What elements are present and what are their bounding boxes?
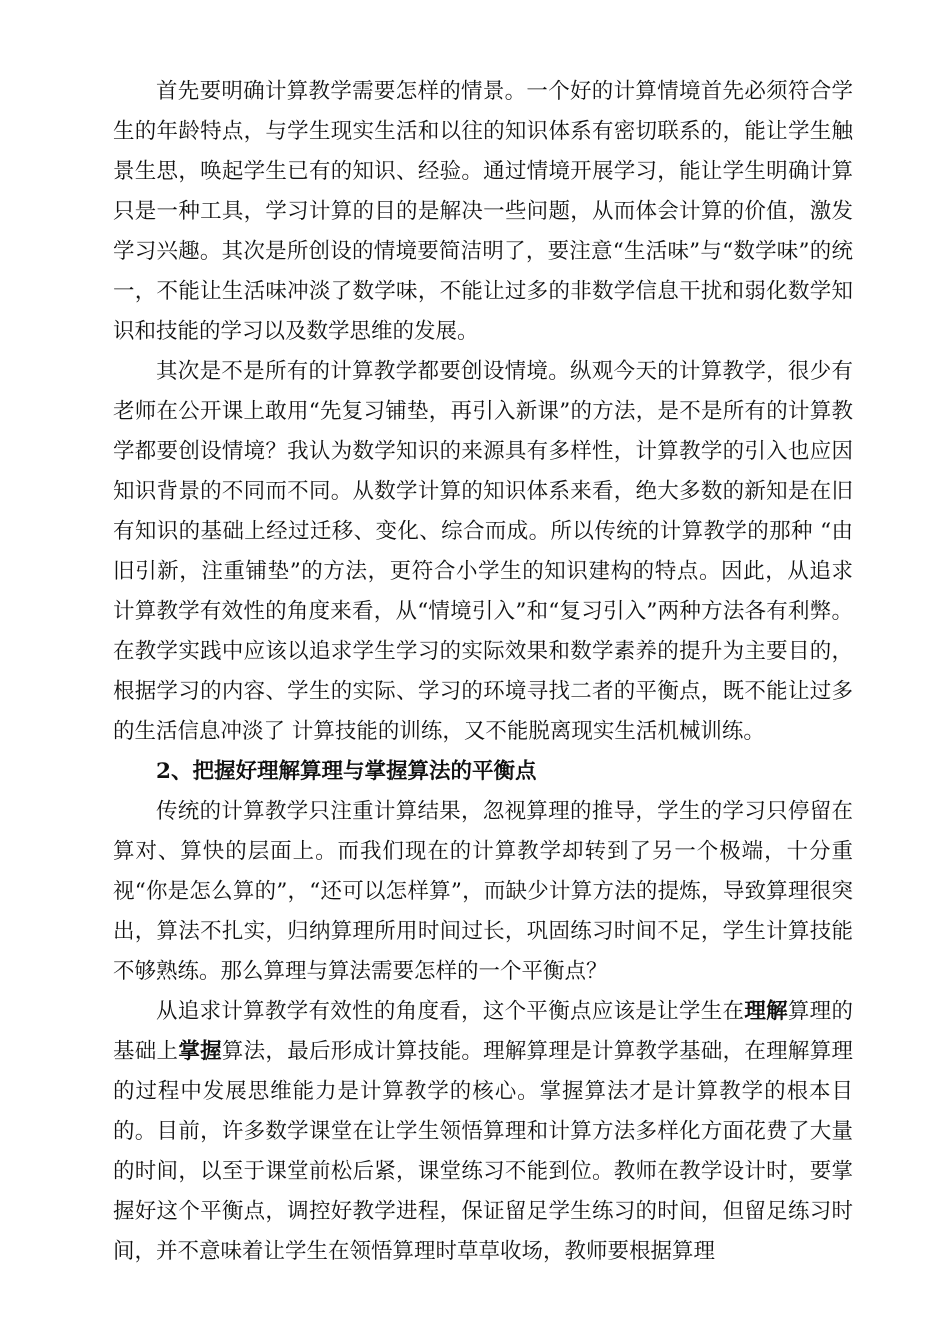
document-body	[113, 72, 853, 1272]
paragraph-1: 首先要明确计算教学需要怎样的情景。一个好的计算情境首先必须符合学生的年龄特点，与学生现实生活和以往的知识体系有密切联系的，能让学生触景生思，唤起学生已有的知识、经验。通过情境开展学习，能让学生明确计算只是一种工具，学习计算的目的是解决一些问题，从而体会计算的价值，激发学习兴趣。其次是所创设的情境要简洁明了，要注意“生活味”与“数学味”的统一，不能让生活味冲淡了数学味，不能让过多的非数学信息干扰和弱化数学知识和技能的学习以及数学思维的发展。	[113, 79, 853, 344]
paragraph-4-bold-1: 理解	[744, 999, 788, 1024]
paragraph-3: 传统的计算教学只注重计算结果，忽视算理的推导，学生的学习只停留在算对、算快的层面上。而我们现在的计算教学却转到了另一个极端，十分重视“你是怎么算的”，“还可以怎样算”，而缺少计算方法的提炼，导致算理很突出，算法不扎实，归纳算理所用时间过长，巩固练习时间不足，学生计算技能不够熟练。那么算理与算法需要怎样的一个平衡点？	[113, 799, 853, 984]
paragraph-4-part-2: 算理的基础上	[113, 999, 853, 1064]
paragraph-4-part-3: 算法，最后形成计算技能。理解算理是计算教学基础，在理解算理的过程中发展思维能力是计算教学的核心。掌握算法才是计算教学的根本目的。目前，许多数学课堂在让学生领悟算理和计算方法多样化方面花费了大量的时间，以至于课堂前松后紧，课堂练习不能到位。教师在教学设计时，要掌握好这个平衡点，调控好教学进程，保证留足学生练习的时间，但留足练习时间，并不意味着让学生在领悟算理时草草收场，教师要根据算理	[113, 1039, 853, 1264]
paragraph-2: 其次是不是所有的计算教学都要创设情境。纵观今天的计算教学，很少有老师在公开课上敢用“先复习铺垫，再引入新课”的方法，是不是所有的计算教学都要创设情境？我认为数学知识的来源具有多样性，计算教学的引入也应因知识背景的不同而不同。从数学计算的知识体系来看，绝大多数的新知是在旧有知识的基础上经过迁移、变化、综合而成。所以传统的计算教学的那种 “由旧引新，注重铺垫”的方法，更符合小学生的知识建构的特点。因此，从追求计算教学有效性的角度来看，从“情境引入”和“复习引入”两种方法各有利弊。在教学实践中应该以追求学生学习的实际效果和数学素养的提升为主要目的，根据学习的内容、学生的实际、学习的环境寻找二者的平衡点，既不能让过多的生活信息冲淡了 计算技能的训练，又不能脱离现实生活机械训练。	[113, 359, 853, 744]
section-heading: 2、把握好理解算理与掌握算法的平衡点	[156, 759, 537, 784]
paragraph-4-part-1: 从追求计算教学有效性的角度看，这个平衡点应该是让学生在	[156, 999, 745, 1024]
paragraph-4	[113, 992, 853, 1272]
paragraph-4-bold-2: 掌握	[178, 1039, 222, 1064]
